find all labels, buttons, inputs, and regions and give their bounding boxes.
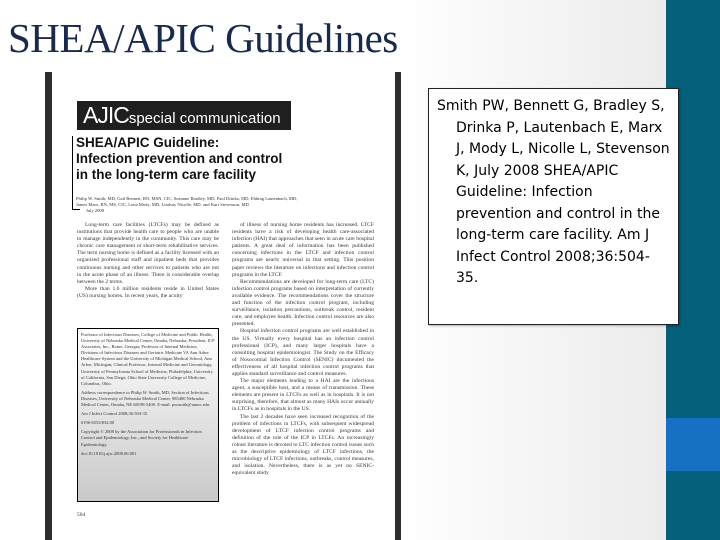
- banner-text: special communication: [128, 110, 281, 127]
- paragraph: Recommendations are developed for long-term care (LTC) infection control programs based on interpretation of currently available evidence. The recommendations cover the structure and function of the infection control program, including surveillance, isolation precautions, outbreak control, resident care, and employee health. Infection control resources are also presented.: [232, 278, 374, 328]
- paper-page: [52, 72, 395, 540]
- footnote-box: [77, 328, 219, 502]
- left-column: [77, 222, 219, 300]
- paragraph: More than 1.6 million residents reside in United States (US) nursing homes. In recent years, the acuity: [77, 285, 219, 299]
- paragraph: Long-term care facilities (LTCFs) may be defined as institutions that provide health care to people who are unable to manage independently in the community. This care may be chronic care management or short-term rehabilitative services. The term nursing home is defined as a facility licensed with an organized professional staff and inpatient beds that provides continuous nursing and other services to patients who are not in the acute phase of an illness. There is considerable overlap between the 2 terms.: [77, 222, 219, 285]
- footnote: Copyright © 2008 by the Association for Professionals in Infection Control and Epidemiology, Inc., and Society for Healthcare Epidemiology.: [81, 429, 202, 447]
- paper-authors: [76, 196, 306, 214]
- journal-banner: [77, 101, 291, 130]
- paragraph: of illness of nursing home residents has increased. LTCF residents have a risk of developing health care-associated infection (HAI) that approaches that seen in acute care hospital patients. A great deal of information has been published concerning infections in the LTCF and infection control programs are nearly universal in that setting. This position paper reviews the literature on infections and infection control programs in the LTCF.: [232, 222, 374, 278]
- paragraph: The major elements leading to a HAI are the infectious agent, a susceptible host, and a means of transmission. These elements are present in LTCFs as well as in hospitals. It is not surprising, therefore, that almost as many HAIs occur annually in LTCFs as in hospitals in the US.: [232, 378, 374, 413]
- paper-date: July 2008: [86, 208, 104, 213]
- paragraph: Hospital infection control programs are well established in the US. Virtually every hospital has an infection control professional (ICP), and many larger hospitals have a consulting hospital epidemiologist. The Study on the Efficacy of Nosocomial Infection Control (SENIC) documented the effectiveness of all hospital infection control programs that applies standard surveillance and control measures.: [232, 328, 374, 377]
- side-bar-accent: [666, 418, 720, 471]
- paragraph: The last 2 decades have seen increased recognition of the problem of infections in LTCFs, with subsequent widespread development of LTCF infection control programs and definition of the role of the ICP in LTCFs. An increasingly robust literature is devoted to LTC infection control issues such as the descriptive epidemiology of LTCF infections, the microbiology of LTCF infections, outbreaks, control measures, and isolation. Nevertheless, there is as yet no SENIC-equivalent study: [232, 413, 374, 477]
- paper-image: [45, 72, 401, 540]
- slide-title: SHEA/APIC Guidelines: [8, 15, 398, 61]
- footnote: Address correspondence to Philip W. Smith, MD, Section of Infectious Diseases, University of Nebraska Medical Center, 985400 Nebraska Medical Center, Omaha, NE 68198-5400. E-mail: pwsmith@unmc.edu.: [81, 389, 211, 408]
- citation-box: Smith PW, Bennett G, Bradley S, Drinka P, Lautenbach E, Marx J, Mody L, Nicolle L, Stevenson K, July 2008 SHEA/APIC Guideline: Infection prevention and control in the long-term care facility. Am J Infect Control 2008;36:504-35.: [428, 88, 679, 325]
- authors-text: Philip W. Smith, MD, Gail Bennett, RN, MSN, CIC, Suzanne Bradley, MD, Paul Drinka, MD, Ebbing Lautenbach, MD, James Marx, RN, MS, CIC, Lona Mody, MD, Lindsay Nicolle, MD, and Kurt Stevenson, MD: [76, 196, 298, 207]
- footnote: Professor of Infectious Diseases, College of Medicine and Public Health, University of Nebraska Medical Center, Omaha, Nebraska; President, ICP Associates, Inc., Rome, Georgia; Professor of Internal Medicine, Divisions of Infectious Diseases and Geriatric Medicine VA Ann Arbor Healthcare System and the University of Michigan Medical School, Ann Arbor, Michigan; Clinical Professor, Internal Medicine and Gerontology, University of Pennsylvania School of Medicine, Philadelphia; University of California, San Diego; Ohio State University College of Medicine, Columbus, Ohio.: [81, 332, 215, 386]
- footnote: doi:10.1016/j.ajic.2008.06.001: [81, 450, 137, 456]
- footnote: Am J Infect Control 2008;36:504-35.: [81, 411, 149, 417]
- paper-title: SHEA/APIC Guideline: Infection prevention and control in the long-term care facility: [76, 135, 283, 182]
- footnote: 0196-6553/$34.00: [81, 420, 115, 426]
- right-column: [232, 222, 374, 477]
- journal-logo: AJIC: [83, 102, 129, 128]
- page-number: 504: [77, 512, 86, 518]
